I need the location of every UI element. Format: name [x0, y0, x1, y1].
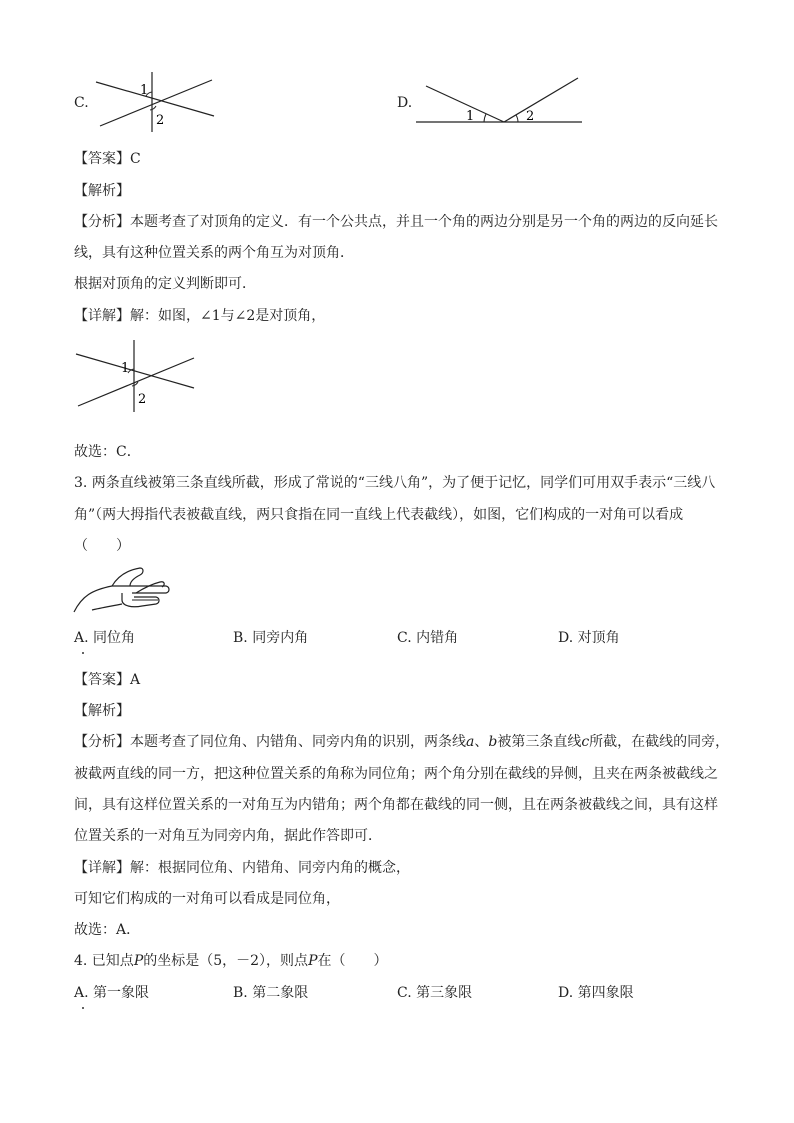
- q3-answer-line: [74, 673, 140, 687]
- fenxi-tag: 【分析】: [74, 734, 130, 750]
- q3-fenxi-line3: 间，具有这样位置关系的一对角互为内错角；两个角都在截线的同一侧，且在两条被截线之间，具有这样: [74, 797, 718, 813]
- angle-1-label: 1: [121, 361, 130, 376]
- option-letter: A.: [74, 630, 89, 646]
- answer-tag: 【答案】: [74, 151, 130, 167]
- option-letter: B.: [233, 985, 248, 1001]
- detail-tag: 【详解】: [74, 860, 130, 876]
- q3-option-c[interactable]: [397, 631, 458, 645]
- q4-option-d[interactable]: [558, 986, 634, 1000]
- stray-dot: [82, 652, 84, 654]
- option-text: 同旁内角: [252, 630, 309, 646]
- answer-value: A: [130, 672, 141, 688]
- q2-fenxi-line2: 线，具有这种位置关系的两个角互为对顶角．: [74, 245, 354, 261]
- option-text: 第一象限: [93, 985, 150, 1001]
- fenxi-text: 本题考查了同位角、内错角、同旁内角的识别，两条线: [130, 734, 466, 750]
- q3-option-b[interactable]: [233, 631, 308, 645]
- option-c-label: C.: [74, 95, 89, 111]
- detail-text: 解：如图，∠1与∠2是对顶角，: [130, 308, 326, 324]
- option-text: 第三象限: [416, 985, 473, 1001]
- separator: 、: [474, 734, 489, 750]
- angle-1-label: 1: [140, 83, 149, 98]
- q2-analysis-tag: 【解析】: [74, 183, 130, 199]
- var-p: P: [308, 953, 318, 969]
- q2-fenxi-line3: 根据对顶角的定义判断即可．: [74, 276, 256, 292]
- option-letter: D.: [558, 630, 574, 646]
- angle-2-label: 2: [138, 392, 147, 407]
- hands-figure: [72, 566, 172, 614]
- angle-2-label: 2: [156, 113, 165, 128]
- option-letter: B.: [233, 630, 248, 646]
- q3-fenxi-line1: [74, 735, 729, 749]
- answer-value: C: [130, 151, 141, 167]
- option-letter: C.: [397, 985, 412, 1001]
- q4-option-a[interactable]: [74, 986, 149, 1000]
- q4-option-c[interactable]: [397, 986, 472, 1000]
- q2-detail-line: [74, 309, 325, 323]
- q3-stem-line2: 角”（两大拇指代表被截直线，两只食指在同一直线上代表截线），如图，它们构成的一对角可以看成: [74, 507, 684, 523]
- option-letter: D.: [558, 985, 574, 1001]
- q2-fenxi-line1: [74, 215, 718, 229]
- fenxi-text: 本题考查了对顶角的定义．有一个公共点，并且一个角的两边分别是另一个角的两边的反向延长: [130, 214, 718, 230]
- option-text: 同位角: [93, 630, 136, 646]
- detail-text: 解：根据同位角、内错角、同旁内角的概念，: [130, 860, 410, 876]
- q4-option-b[interactable]: [233, 986, 308, 1000]
- option-d-figure: [412, 74, 587, 126]
- fenxi-text: 所截，在截线的同旁，: [589, 734, 730, 750]
- q4-stem: [74, 954, 387, 968]
- q2-detail-figure: [74, 340, 199, 412]
- var-a: a: [466, 734, 475, 750]
- q3-fenxi-line4: 位置关系的一对角互为同旁内角，据此作答即可．: [74, 828, 382, 844]
- fenxi-text: 被第三条直线: [497, 734, 582, 750]
- q3-detail-line: [74, 861, 410, 875]
- q3-option-a[interactable]: [74, 631, 135, 645]
- option-c-figure: [90, 72, 220, 132]
- angle-2-label: 2: [526, 109, 535, 124]
- option-d-label: D.: [397, 95, 413, 111]
- var-p: P: [133, 953, 144, 969]
- q3-detail-line2: 可知它们构成的一对角可以看成是同位角，: [74, 891, 340, 907]
- q3-fenxi-line2: 被截两直线的同一方，把这种位置关系的角称为同位角；两个角分别在截线的异侧，且夹在两条被截线之: [74, 766, 718, 782]
- var-b: b: [488, 734, 498, 750]
- q3-stem-line3: （ ）: [74, 538, 130, 554]
- q3-stem-line1: 3. 两条直线被第三条直线所截，形成了常说的“三线八角”，为了便于记忆，同学们可用双手表示“三线八: [74, 475, 716, 491]
- option-text: 内错角: [416, 630, 459, 646]
- detail-tag: 【详解】: [74, 308, 130, 324]
- option-text: 对顶角: [577, 630, 620, 646]
- stray-dot: [82, 1007, 84, 1009]
- q2-answer-line: [74, 152, 141, 166]
- stem-text: 的坐标是（5，－2），则点: [143, 953, 309, 969]
- stem-text: 在（ ）: [317, 953, 388, 969]
- answer-tag: 【答案】: [74, 672, 130, 688]
- fenxi-tag: 【分析】: [74, 214, 130, 230]
- option-text: 第四象限: [577, 985, 634, 1001]
- option-text: 第二象限: [252, 985, 309, 1001]
- option-letter: C.: [397, 630, 412, 646]
- q3-option-d[interactable]: [558, 631, 620, 645]
- q3-choice: 故选：A．: [74, 922, 141, 938]
- option-letter: A.: [74, 985, 89, 1001]
- angle-1-label: 1: [466, 109, 475, 124]
- q2-choice: 故选：C．: [74, 444, 141, 460]
- var-c: c: [581, 734, 590, 750]
- stem-text: 4. 已知点: [74, 953, 134, 969]
- q3-analysis-tag: 【解析】: [74, 703, 130, 719]
